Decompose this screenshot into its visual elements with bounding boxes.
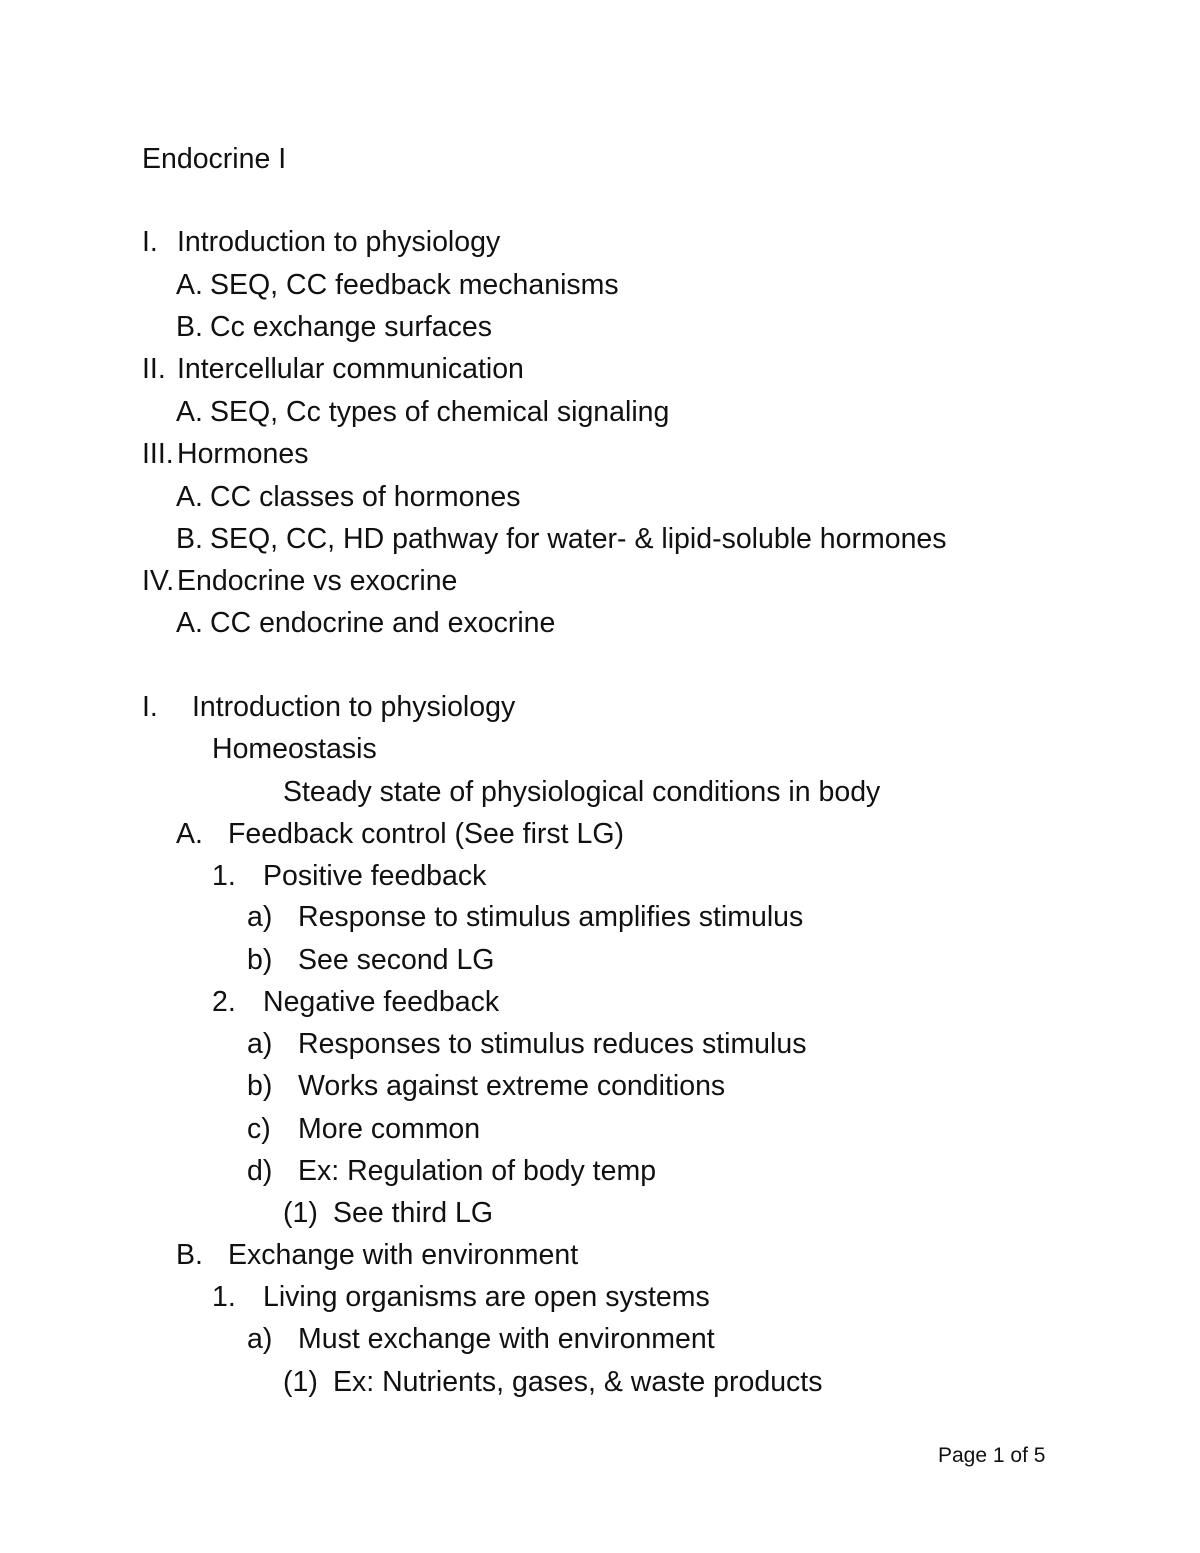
- notes-text: Ex: Regulation of body temp: [298, 1155, 657, 1187]
- outline-text: SEQ, CC, HD pathway for water- & lipid-soluble hormones: [210, 523, 947, 555]
- outline-marker: A.: [176, 481, 203, 513]
- document-title-text: Endocrine I: [142, 143, 287, 175]
- notes-text: Homeostasis: [212, 733, 377, 765]
- notes-text: Negative feedback: [263, 986, 500, 1018]
- notes-text: Feedback control (See first LG): [228, 818, 624, 850]
- page-number: Page 1 of 5: [938, 1444, 1046, 1467]
- outline-marker: A.: [176, 396, 203, 428]
- notes-marker: I.: [142, 691, 158, 723]
- document-title: [142, 142, 286, 176]
- outline-text: Cc exchange surfaces: [210, 311, 492, 343]
- notes-marker: (1): [283, 1197, 318, 1229]
- notes-text: Living organisms are open systems: [263, 1281, 710, 1313]
- notes-text: Positive feedback: [263, 860, 487, 892]
- outline-marker: B.: [176, 523, 203, 555]
- outline-marker: B.: [176, 311, 203, 343]
- notes-marker: a): [247, 1028, 273, 1060]
- outline-marker: A.: [176, 607, 203, 639]
- notes-text: Must exchange with environment: [298, 1323, 715, 1355]
- notes-text: Exchange with environment: [228, 1239, 579, 1271]
- notes-marker: (1): [283, 1366, 318, 1398]
- notes-marker: b): [247, 1070, 273, 1102]
- notes-marker: d): [247, 1155, 273, 1187]
- outline-text: SEQ, CC feedback mechanisms: [210, 269, 619, 301]
- notes-text: Ex: Nutrients, gases, & waste products: [333, 1366, 823, 1398]
- notes-marker: A.: [176, 818, 203, 850]
- notes-marker: B.: [176, 1239, 203, 1271]
- notes-text: Steady state of physiological conditions in body: [283, 776, 881, 808]
- outline-text: Intercellular communication: [177, 353, 524, 385]
- notes-marker: b): [247, 944, 273, 976]
- notes-text: Response to stimulus amplifies stimulus: [298, 901, 804, 933]
- notes-marker: c): [247, 1113, 271, 1145]
- outline-text: SEQ, Cc types of chemical signaling: [210, 396, 670, 428]
- notes-text: See second LG: [298, 944, 495, 976]
- outline-text: Hormones: [177, 438, 309, 470]
- outline-text: CC classes of hormones: [210, 481, 521, 513]
- notes-text: Responses to stimulus reduces stimulus: [298, 1028, 807, 1060]
- notes-marker: a): [247, 1323, 273, 1355]
- notes-text: See third LG: [333, 1197, 494, 1229]
- outline-marker: III.: [142, 438, 174, 470]
- notes-text: Works against extreme conditions: [298, 1070, 726, 1102]
- outline-text: Endocrine vs exocrine: [177, 565, 458, 597]
- notes-text: More common: [298, 1113, 481, 1145]
- outline-marker: II.: [142, 353, 166, 385]
- notes-marker: 1.: [212, 860, 236, 892]
- notes-text: Introduction to physiology: [192, 691, 516, 723]
- outline-marker: IV.: [142, 565, 175, 597]
- notes-marker: 2.: [212, 986, 236, 1018]
- notes-marker: a): [247, 901, 273, 933]
- outline-marker: I.: [142, 226, 158, 258]
- outline-text: CC endocrine and exocrine: [210, 607, 556, 639]
- outline-marker: A.: [176, 269, 203, 301]
- outline-text: Introduction to physiology: [177, 226, 501, 258]
- notes-marker: 1.: [212, 1281, 236, 1313]
